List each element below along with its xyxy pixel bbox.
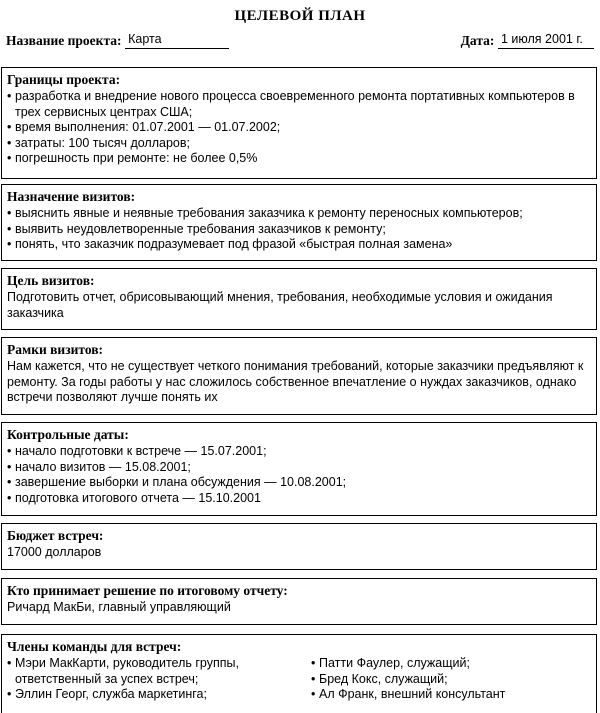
- scope-section: [1, 67, 597, 179]
- budget-section: [1, 523, 597, 570]
- milestone-item: • подготовка итогового отчета — 15.10.2001: [7, 491, 590, 507]
- goal-heading: Цель визитов:: [7, 273, 95, 288]
- scope-heading: Границы проекта:: [7, 72, 121, 87]
- date-field: [461, 32, 594, 49]
- meta-row: [6, 32, 594, 54]
- team-member: • Бред Кокс, служащий;: [311, 672, 590, 688]
- team-list-left: [7, 656, 311, 703]
- framework-heading: Рамки визитов:: [7, 342, 104, 357]
- milestone-item: • начало подготовки к встрече — 15.07.2001;: [7, 444, 590, 460]
- decision-section: [1, 578, 597, 625]
- purpose-item: • выяснить явные и неявные требования заказчика к ремонту переносных компьютеров;: [7, 206, 590, 222]
- budget-heading: Бюджет встреч:: [7, 528, 104, 543]
- date-label: Дата:: [460, 33, 495, 48]
- project-name-field: [6, 32, 229, 49]
- scope-item: • погрешность при ремонте: не более 0,5%: [7, 151, 590, 167]
- purpose-section: [1, 184, 597, 261]
- purpose-item: • выявить неудовлетворенные требования заказчиков к ремонту;: [7, 222, 590, 238]
- decision-text: Ричард МакБи, главный управляющий: [7, 600, 231, 614]
- goal-text: Подготовить отчет, обрисовывающий мнения, требования, необходимые условия и ожидания заказчика: [7, 290, 553, 320]
- project-name-label: Название проекта:: [6, 33, 122, 48]
- framework-section: [1, 337, 597, 415]
- budget-text: 17000 долларов: [7, 545, 102, 559]
- scope-item: • время выполнения: 01.07.2001 — 01.07.2002;: [7, 120, 590, 136]
- team-member: • Эллин Георг, служба маркетинга;: [7, 687, 311, 703]
- team-member: • Мэри МакКарти, руководитель группы, ответственный за успех встреч;: [7, 656, 311, 687]
- milestones-section: [1, 422, 597, 516]
- purpose-heading: Назначение визитов:: [7, 189, 136, 204]
- team-columns: [7, 656, 590, 703]
- scope-item: • разработка и внедрение нового процесса своевременного ремонта портативных компьютеров в трех сервисных центрах США;: [7, 89, 590, 120]
- team-heading: Члены команды для встреч:: [7, 639, 182, 654]
- purpose-item: • понять, что заказчик подразумевает под фразой «быстрая полная замена»: [7, 237, 590, 253]
- goal-section: [1, 268, 597, 330]
- scope-list: [7, 89, 590, 167]
- team-member: • Патти Фаулер, служащий;: [311, 656, 590, 672]
- document-title: ЦЕЛЕВОЙ ПЛАН: [234, 8, 366, 24]
- team-member: • Ал Франк, внешний консультант: [311, 687, 590, 703]
- decision-heading: Кто принимает решение по итоговому отчету:: [7, 583, 288, 598]
- milestones-heading: Контрольные даты:: [7, 427, 129, 442]
- milestones-list: [7, 444, 590, 506]
- scope-item: • затраты: 100 тысяч долларов;: [7, 136, 590, 152]
- date-value: 1 июля 2001 г.: [498, 32, 594, 49]
- milestone-item: • начало визитов — 15.08.2001;: [7, 460, 590, 476]
- framework-text: Нам кажется, что не существует четкого понимания требований, которые заказчики предъявляют к ремонту. За годы работы у нас сложилось собственное впечатление о нуждах заказчиков, однако встречи позволяют лучше понять их: [7, 359, 584, 404]
- milestone-item: • завершение выборки и плана обсуждения — 10.08.2001;: [7, 475, 590, 491]
- purpose-list: [7, 206, 590, 253]
- team-section: [1, 634, 597, 713]
- team-list-right: [311, 656, 590, 703]
- project-name-value: Карта: [125, 32, 229, 49]
